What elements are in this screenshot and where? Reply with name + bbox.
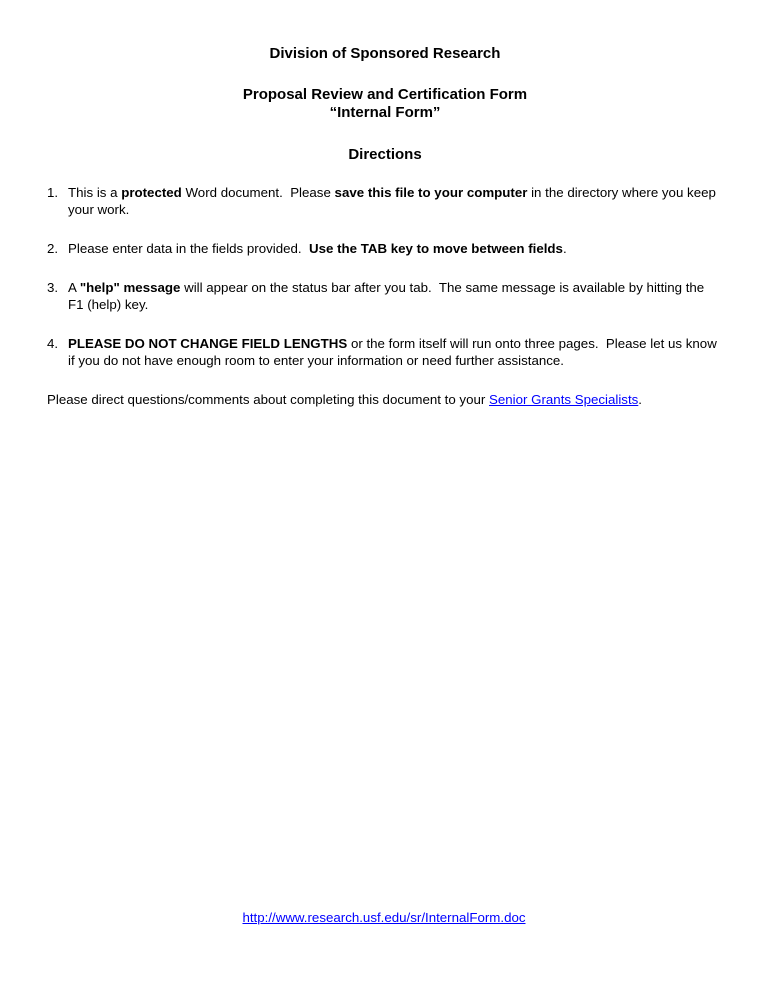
bold-text-run: PLEASE DO NOT CHANGE FIELD LENGTHS — [68, 336, 348, 351]
bold-text-run: "help" message — [79, 280, 181, 295]
text-run: . — [562, 241, 567, 256]
direction-item-1 — [47, 184, 723, 218]
text-run: . — [638, 392, 642, 407]
bold-text-run: save this file to your computer — [334, 185, 528, 200]
document-footer — [0, 909, 768, 926]
direction-item-4 — [47, 335, 723, 369]
direction-item-1-text — [68, 184, 723, 218]
text-run: Please enter data in the fields provided. — [68, 241, 309, 256]
text-run: will appear on the status bar after you tab. The same message is available by hitting the F1 (help) key. — [68, 280, 708, 312]
direction-item-4-text — [68, 335, 723, 369]
text-run: or the form itself will run onto three pages. Please let us know if you do not have enough room to enter your information or need further assistance. — [68, 336, 721, 368]
document-subtitle — [47, 86, 723, 122]
direction-item-2-text — [68, 240, 723, 257]
directions-list — [47, 184, 723, 369]
direction-item-3 — [47, 279, 723, 313]
direction-item-3-number: 3. — [47, 280, 59, 295]
directions-heading: Directions — [348, 146, 422, 163]
text-run: Please direct questions/comments about completing this document to your — [47, 392, 489, 407]
text-run: This is a — [68, 185, 122, 200]
bold-text-run: Use the TAB key to move between fields — [308, 241, 563, 256]
document-subtitle-line2: “Internal Form” — [329, 104, 441, 121]
direction-item-4-number: 4. — [47, 336, 59, 351]
text-run: in the directory where you keep your work. — [68, 185, 720, 217]
internal-form-doc-link[interactable]: http://www.research.usf.edu/sr/InternalForm.doc — [242, 910, 526, 925]
document-title: Division of Sponsored Research — [269, 45, 501, 62]
senior-grants-specialists-link[interactable]: Senior Grants Specialists — [489, 392, 639, 407]
bold-text-run: protected — [121, 185, 182, 200]
text-run: Word document. Please — [181, 185, 335, 200]
document-subtitle-line1: Proposal Review and Certification Form — [242, 86, 528, 103]
direction-item-1-number: 1. — [47, 185, 59, 200]
contact-paragraph — [47, 391, 723, 408]
direction-item-2 — [47, 240, 723, 257]
direction-item-2-number: 2. — [47, 241, 59, 256]
direction-item-3-text — [68, 279, 723, 313]
text-run: A — [68, 280, 80, 295]
